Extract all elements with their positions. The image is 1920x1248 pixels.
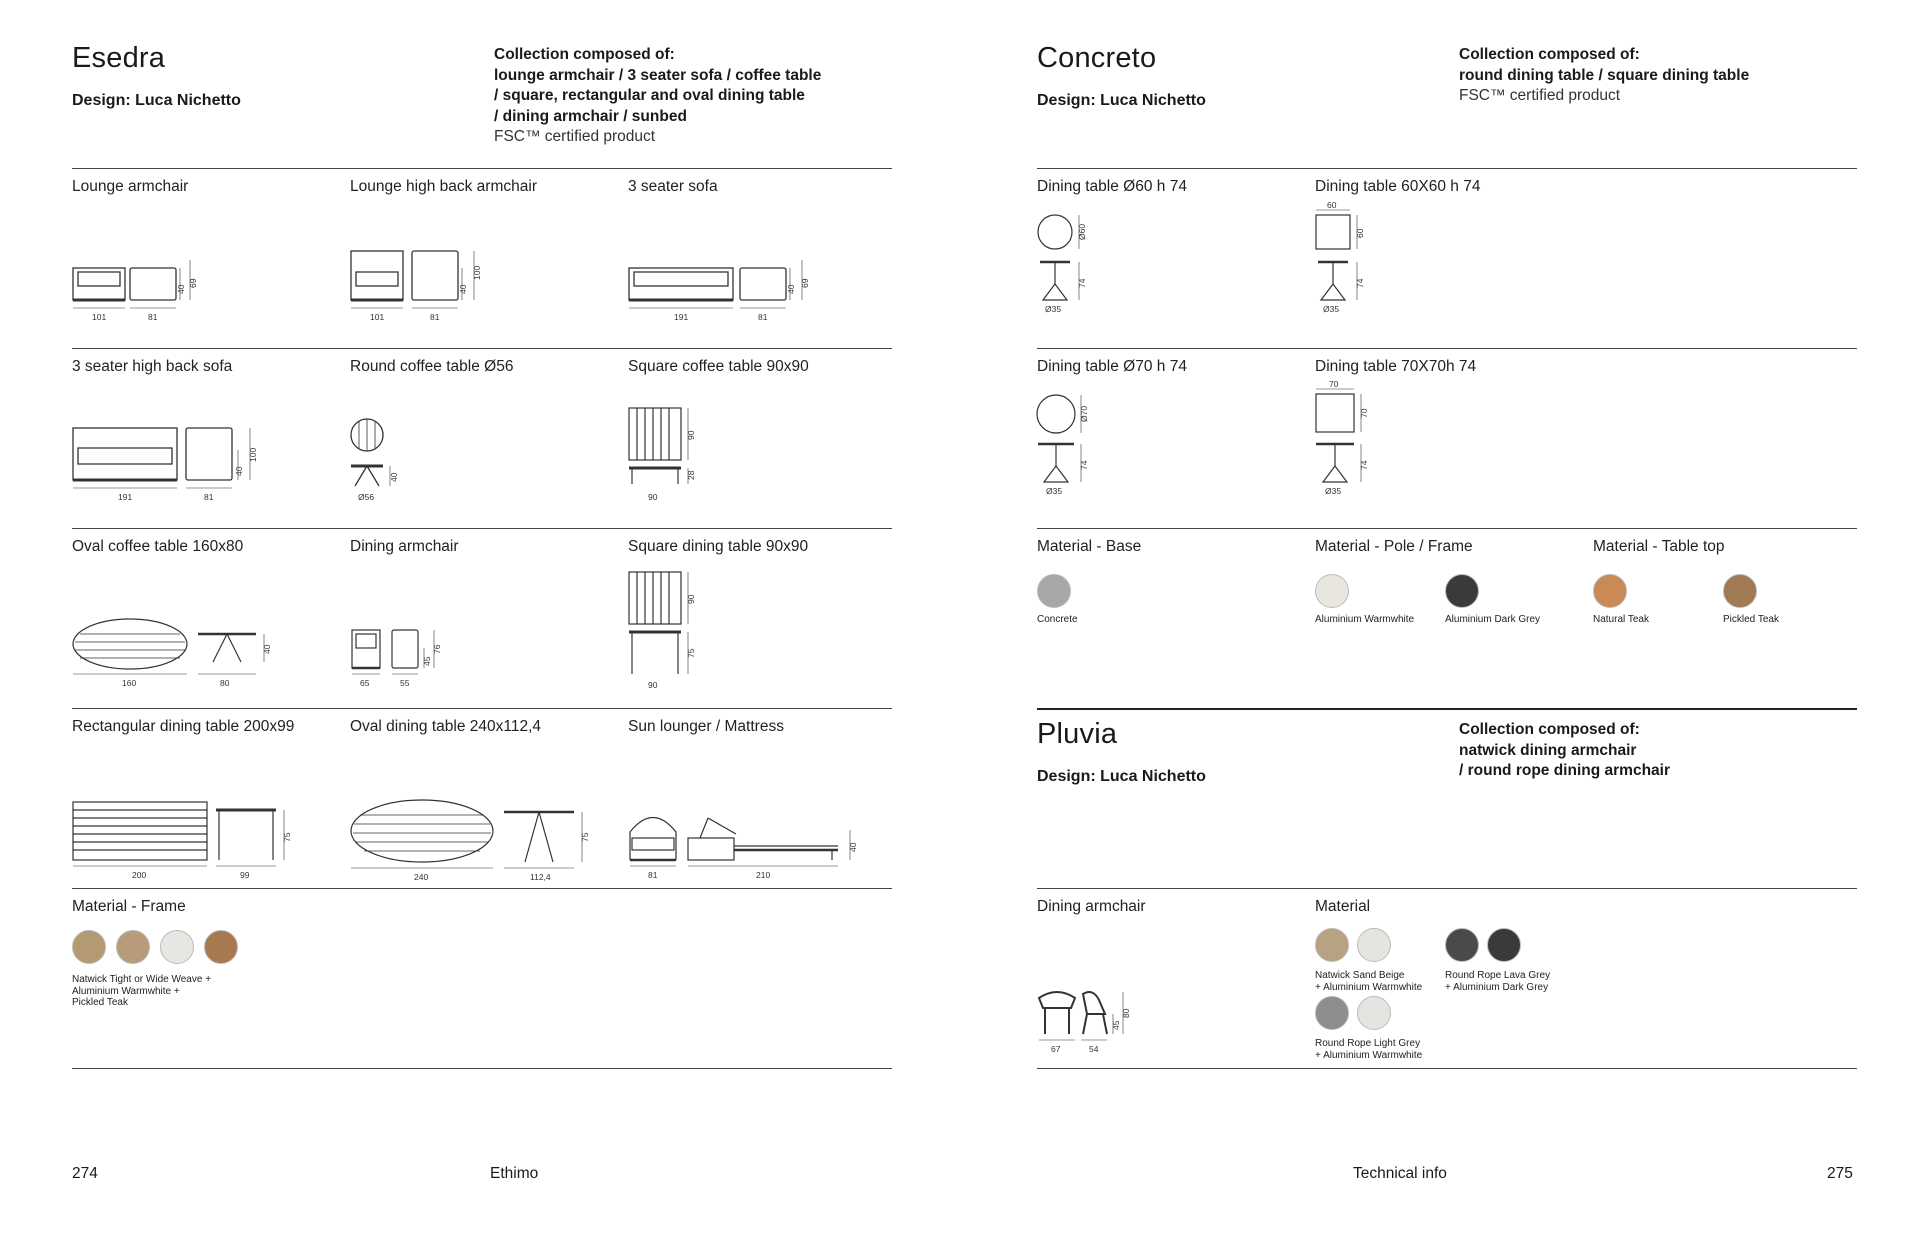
- dimension: 200: [132, 870, 147, 880]
- caption-line: Natwick Tight or Wide Weave +: [72, 974, 212, 985]
- swatch-concrete: [1037, 574, 1071, 608]
- product-cell-pluvia-dining-armchair: [1037, 888, 1314, 1063]
- dimension: 240: [414, 872, 429, 882]
- swatch-aluminium-warmwhite: [1357, 928, 1391, 962]
- product-cell-dining-table-round-60: [1037, 168, 1314, 343]
- dimension: 55: [400, 678, 410, 688]
- esedra-collection-line: lounge armchair / 3 seater sofa / coffee table: [494, 66, 822, 84]
- square-dining-table-drawing: [628, 568, 905, 703]
- dimension: 160: [122, 678, 137, 688]
- product-cell-dining-table-round-70: [1037, 348, 1314, 523]
- divider: [72, 888, 892, 889]
- 3-seater-sofa-drawing: [628, 208, 905, 343]
- dimension: 191: [674, 312, 689, 322]
- brand-name: Ethimo: [490, 1165, 539, 1182]
- divider: [72, 1068, 892, 1069]
- pluvia-collection: [1459, 720, 1859, 782]
- dimension: 65: [360, 678, 370, 688]
- divider: [1037, 1068, 1857, 1069]
- material-caption: [1315, 1038, 1422, 1061]
- product-cell-square-dining-table: [628, 528, 905, 703]
- pluvia-designer: Design: Luca Nichetto: [1037, 768, 1206, 785]
- dimension: 81: [758, 312, 768, 322]
- dimension: 40: [389, 472, 399, 482]
- material-caption: [72, 974, 211, 1009]
- swatch-pickled-teak: [1723, 574, 1757, 608]
- dimension: 81: [430, 312, 440, 322]
- esedra-title: Esedra: [72, 42, 166, 74]
- pluvia-collection-line: / round rope dining armchair: [1459, 762, 1670, 779]
- dimension: 81: [148, 312, 158, 322]
- product-label: Lounge high back armchair: [350, 178, 537, 195]
- product-cell-dining-armchair: [350, 528, 627, 703]
- product-label: Oval coffee table 160x80: [72, 538, 244, 555]
- product-cell-dining-table-square-70: [1315, 348, 1592, 523]
- dimension: 100: [472, 265, 482, 280]
- caption-line: Pickled Teak: [72, 997, 128, 1008]
- swatch-aluminium-warmwhite: [1315, 574, 1349, 608]
- lounge-high-back-armchair-drawing: [350, 208, 627, 343]
- section-divider: [1037, 708, 1857, 710]
- product-cell-rectangular-dining-table: [72, 708, 349, 883]
- esedra-designer: Design: Luca Nichetto: [72, 92, 241, 109]
- esedra-page: [72, 0, 892, 1248]
- dimension: 90: [648, 680, 658, 690]
- dimension: 70: [1359, 408, 1369, 418]
- swatch-label: Concrete: [1037, 614, 1078, 625]
- dimension: 191: [118, 492, 133, 502]
- dimension: 90: [648, 492, 658, 502]
- dimension: 80: [220, 678, 230, 688]
- swatch-label: Pickled Teak: [1723, 614, 1779, 625]
- dimension: 99: [240, 870, 250, 880]
- dining-armchair-drawing: [350, 568, 627, 703]
- dimension: 90: [686, 594, 696, 604]
- material-base-label: Material - Base: [1037, 538, 1142, 555]
- product-cell-dining-table-square-60: [1315, 168, 1592, 343]
- page-number-right: 275: [1827, 1165, 1853, 1182]
- square-coffee-table-drawing: [628, 388, 905, 523]
- dimension: 45: [1111, 1020, 1121, 1030]
- dimension: Ø35: [1046, 486, 1063, 496]
- material-table-top-label: Material - Table top: [1593, 538, 1725, 555]
- esedra-collection: [494, 45, 894, 148]
- product-cell-square-coffee-table: [628, 348, 905, 523]
- swatch-label: Aluminium Warmwhite: [1315, 614, 1415, 625]
- dimension: 101: [92, 312, 107, 322]
- pluvia-collection-heading: Collection composed of:: [1459, 721, 1640, 738]
- concreto-collection-line: round dining table / square dining table: [1459, 66, 1750, 84]
- page-number-left: 274: [72, 1165, 98, 1182]
- product-label: Square dining table 90x90: [628, 538, 809, 555]
- round-coffee-table-drawing: [350, 388, 627, 523]
- dimension: 74: [1079, 460, 1089, 470]
- dimension: 81: [648, 870, 658, 880]
- dimension: 40: [234, 466, 244, 476]
- swatch-natural-teak: [1593, 574, 1627, 608]
- dimension: Ø35: [1323, 304, 1340, 314]
- material-swatch: [72, 930, 106, 964]
- pluvia-armchair-drawing: [1037, 928, 1314, 1063]
- dimension: 69: [188, 278, 198, 288]
- product-label: Dining armchair: [1037, 898, 1146, 915]
- concreto-fsc-note: FSC™ certified product: [1459, 87, 1621, 104]
- material-caption: [1445, 970, 1550, 993]
- dimension: 74: [1355, 278, 1365, 288]
- lounge-armchair-drawing: [72, 208, 349, 343]
- product-label: 3 seater sofa: [628, 178, 718, 195]
- dimension: 28: [686, 470, 696, 480]
- dimension: 80: [1121, 1008, 1131, 1018]
- concreto-collection: [1459, 45, 1859, 107]
- dimension: 40: [176, 284, 186, 294]
- swatch-label: Aluminium Dark Grey: [1445, 614, 1541, 625]
- product-label: Lounge armchair: [72, 178, 189, 195]
- product-label: Dining table 60X60 h 74: [1315, 178, 1481, 195]
- dimension: Ø56: [358, 492, 375, 502]
- product-cell-3-seater-sofa: [628, 168, 905, 343]
- pluvia-title: Pluvia: [1037, 718, 1118, 750]
- dimension: 60: [1327, 200, 1337, 210]
- dimension: 75: [580, 832, 590, 842]
- oval-dining-table-drawing: [350, 748, 627, 883]
- caption-line: + Aluminium Warmwhite: [1315, 981, 1423, 993]
- swatch-aluminium-warmwhite: [1357, 996, 1391, 1030]
- dimension: Ø35: [1045, 304, 1062, 314]
- material-swatch: [204, 930, 238, 964]
- product-cell-lounge-armchair: [72, 168, 349, 343]
- dimension: 81: [204, 492, 214, 502]
- swatch-aluminium-dark-grey: [1487, 928, 1521, 962]
- product-label: Dining table Ø60 h 74: [1037, 178, 1187, 195]
- product-label: Sun lounger / Mattress: [628, 718, 784, 735]
- swatch-natwick-sand-beige: [1315, 928, 1349, 962]
- swatch-round-rope-light-grey: [1315, 996, 1349, 1030]
- caption-line: Round Rope Lava Grey: [1445, 970, 1551, 981]
- square-table-70-drawing: [1315, 379, 1592, 523]
- product-label: Dining armchair: [350, 538, 459, 555]
- rectangular-dining-table-drawing: [72, 748, 349, 883]
- 3-seater-high-back-sofa-drawing: [72, 388, 349, 523]
- pluvia-collection-line: natwick dining armchair: [1459, 741, 1637, 759]
- caption-line: Natwick Sand Beige: [1315, 970, 1405, 981]
- dimension: 74: [1077, 278, 1087, 288]
- dimension: 69: [800, 278, 810, 288]
- square-table-60-drawing: [1315, 200, 1592, 343]
- dimension: 45: [422, 656, 432, 666]
- concreto-pluvia-page: [1037, 0, 1857, 1248]
- product-label: Square coffee table 90x90: [628, 358, 809, 375]
- material-swatch: [160, 930, 194, 964]
- material-frame-label: Material - Frame: [72, 898, 186, 915]
- material-swatch: [116, 930, 150, 964]
- concreto-designer: Design: Luca Nichetto: [1037, 92, 1206, 109]
- product-cell-lounge-high-back-armchair: [350, 168, 627, 343]
- dimension: 74: [1359, 460, 1369, 470]
- dimension: 101: [370, 312, 385, 322]
- dimension: Ø60: [1077, 223, 1087, 240]
- dimension: 40: [262, 644, 272, 654]
- dimension: 75: [282, 832, 292, 842]
- dimension: 67: [1051, 1044, 1061, 1054]
- round-table-70-drawing: [1037, 388, 1314, 523]
- dimension: 60: [1355, 228, 1365, 238]
- concreto-collection-heading: Collection composed of:: [1459, 46, 1640, 63]
- product-cell-sun-lounger: [628, 708, 905, 883]
- product-label: Dining table 70X70h 74: [1315, 358, 1477, 375]
- oval-coffee-table-drawing: [72, 568, 349, 703]
- dimension: 54: [1089, 1044, 1099, 1054]
- caption-line: + Aluminium Dark Grey: [1445, 981, 1549, 993]
- dimension: 210: [756, 870, 771, 880]
- product-label: Rectangular dining table 200x99: [72, 718, 295, 735]
- sun-lounger-drawing: [628, 748, 905, 883]
- esedra-fsc-note: FSC™ certified product: [494, 128, 656, 145]
- dimension: 40: [786, 284, 796, 294]
- product-label: Dining table Ø70 h 74: [1037, 358, 1187, 375]
- product-label: 3 seater high back sofa: [72, 358, 233, 375]
- esedra-collection-heading: Collection composed of:: [494, 46, 675, 63]
- esedra-collection-line: / square, rectangular and oval dining table: [494, 87, 805, 104]
- section-name: Technical info: [1353, 1165, 1447, 1182]
- caption-line: Round Rope Light Grey: [1315, 1038, 1421, 1049]
- material-pole-frame-label: Material - Pole / Frame: [1315, 538, 1473, 555]
- swatch-round-rope-lava-grey: [1445, 928, 1479, 962]
- dimension: 40: [458, 284, 468, 294]
- dimension: Ø35: [1325, 486, 1342, 496]
- round-table-60-drawing: [1037, 208, 1314, 343]
- swatch-aluminium-dark-grey: [1445, 574, 1479, 608]
- dimension: 90: [686, 430, 696, 440]
- product-cell-oval-dining-table: [350, 708, 627, 883]
- product-label: Oval dining table 240x112,4: [350, 718, 542, 735]
- caption-line: Aluminium Warmwhite +: [72, 985, 180, 997]
- dimension: 70: [1329, 379, 1339, 389]
- product-cell-round-coffee-table: [350, 348, 627, 523]
- caption-line: + Aluminium Warmwhite: [1315, 1049, 1423, 1061]
- dimension: Ø70: [1079, 405, 1089, 422]
- esedra-collection-line: / dining armchair / sunbed: [494, 107, 687, 125]
- dimension: 76: [432, 644, 442, 654]
- product-cell-oval-coffee-table: [72, 528, 349, 703]
- dimension: 75: [686, 648, 696, 658]
- concreto-title: Concreto: [1037, 42, 1157, 74]
- product-label: Round coffee table Ø56: [350, 358, 514, 375]
- product-cell-3-seater-high-back-sofa: [72, 348, 349, 523]
- material-caption: [1315, 970, 1422, 993]
- pluvia-material-label: Material: [1315, 898, 1371, 915]
- swatch-label: Natural Teak: [1593, 614, 1649, 625]
- divider: [1037, 528, 1857, 529]
- dimension: 40: [848, 842, 858, 852]
- dimension: 100: [248, 447, 258, 462]
- dimension: 112,4: [530, 872, 551, 882]
